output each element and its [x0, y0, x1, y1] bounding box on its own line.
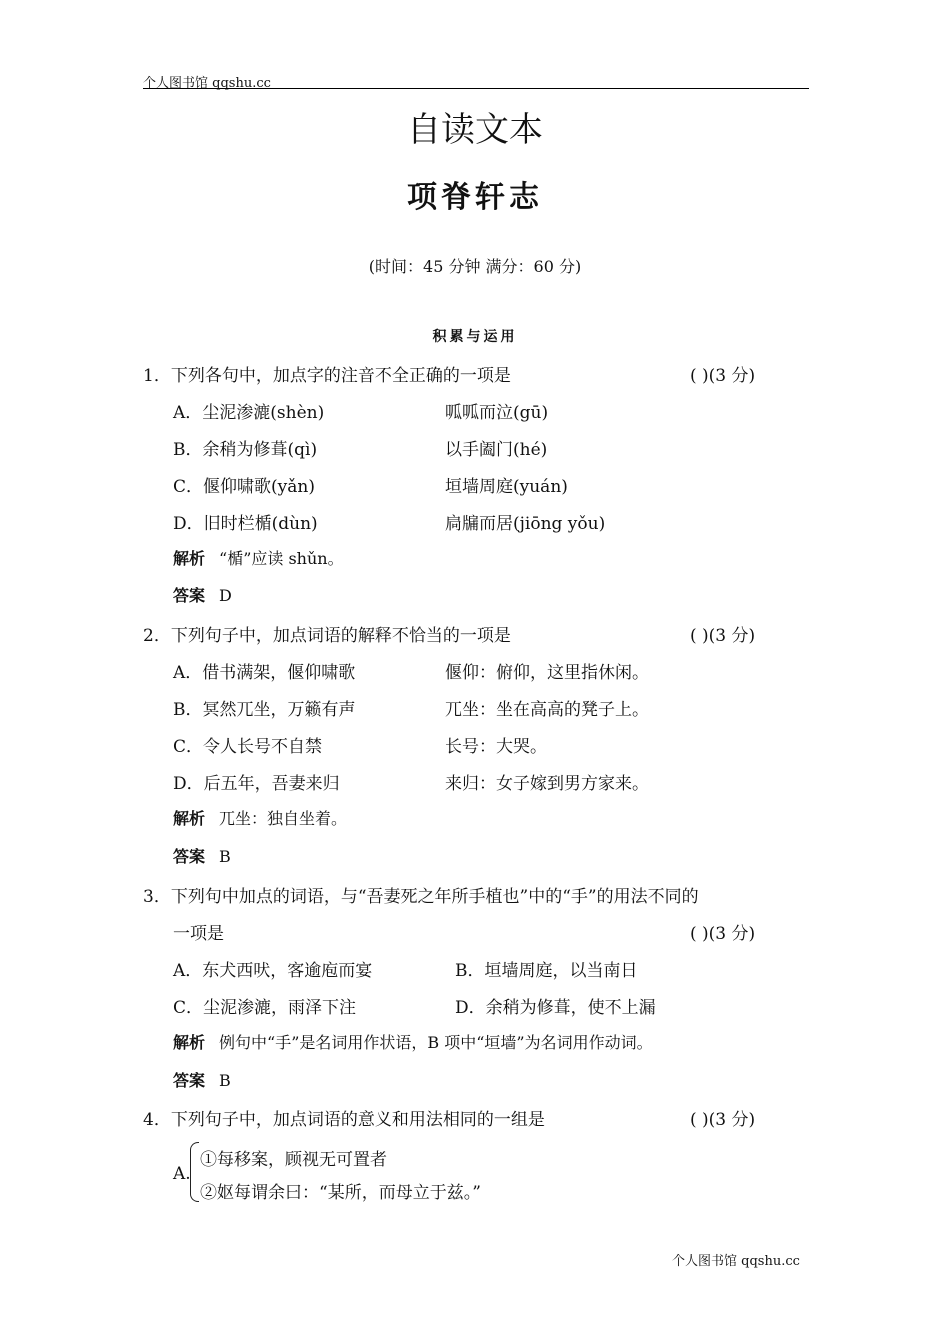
q2-option-c-right: 长号：大哭。: [445, 737, 547, 757]
q3-stem-continued: 一项是: [173, 924, 224, 944]
footer-site-label: 个人图书馆 qqshu.cc: [672, 1254, 800, 1269]
q3-option-d: D．余稍为修葺，使不上漏: [455, 998, 656, 1018]
q2-option-b-left: B．冥然兀坐，万籁有声: [173, 700, 356, 720]
q3-analysis: [173, 1030, 653, 1053]
q4-option-a-brace: [190, 1142, 199, 1202]
q3-analysis-text: 例句中“手”是名词用作状语，B 项中“垣墙”为名词用作动词。: [219, 1033, 653, 1052]
page-title: 自读文本: [407, 110, 543, 150]
q1-stem: 1．下列各句中，加点字的注音不全正确的一项是: [143, 366, 511, 386]
q2-option-c-left: C．令人长号不自禁: [173, 737, 323, 757]
q1-option-b-right: 以手阖门(hé): [445, 440, 548, 460]
q1-analysis-label: 解析: [173, 549, 206, 568]
time-info: (时间：45 分钟 满分：60 分): [368, 257, 582, 276]
q2-score: ( )(3 分): [690, 626, 756, 646]
q3-option-c: C．尘泥渗漉，雨泽下注: [173, 998, 357, 1018]
q3-option-a: A．东犬西吠，客逾庖而宴: [173, 961, 373, 981]
q3-answer: [173, 1068, 231, 1091]
q3-answer-text: B: [219, 1071, 231, 1090]
q2-option-b-right: 兀坐：坐在高高的凳子上。: [445, 700, 649, 720]
q4-score: ( )(3 分): [690, 1110, 756, 1130]
q1-answer: [173, 583, 232, 606]
q3-analysis-label: 解析: [173, 1033, 206, 1052]
q4-option-a-item-1: ①每移案，顾视无可置者: [200, 1150, 387, 1170]
q2-answer: [173, 844, 231, 867]
q3-answer-label: 答案: [173, 1071, 206, 1090]
q3-option-b: B．垣墙周庭，以当南日: [455, 961, 638, 981]
header-site-label: 个人图书馆 qqshu.cc: [143, 76, 271, 91]
q1-option-c-left: C．偃仰啸歌(yǎn): [173, 477, 315, 497]
q1-analysis: [173, 546, 344, 569]
q2-option-d-left: D．后五年，吾妻来归: [173, 774, 340, 794]
q1-option-c-right: 垣墙周庭(yuán): [445, 477, 568, 497]
q4-stem: 4．下列句子中，加点词语的意义和用法相同的一组是: [143, 1110, 545, 1130]
section-heading: 积累与运用: [432, 329, 518, 345]
q1-option-d-left: D．旧时栏楯(dùn): [173, 514, 318, 534]
header-divider: [143, 88, 809, 89]
q2-stem: 2．下列句子中，加点词语的解释不恰当的一项是: [143, 626, 511, 646]
q4-option-a-label: A.: [173, 1164, 191, 1184]
q1-option-b-left: B．余稍为修葺(qì): [173, 440, 318, 460]
q2-answer-text: B: [219, 847, 231, 866]
q1-answer-text: D: [219, 586, 232, 605]
q1-option-a-right: 呱呱而泣(gū): [445, 403, 549, 423]
page-subtitle: 项脊轩志: [407, 180, 543, 215]
q4-option-a-item-2: ②妪每谓余曰：“某所，而母立于兹。”: [200, 1183, 481, 1203]
q1-answer-label: 答案: [173, 586, 206, 605]
q2-option-d-right: 来归：女子嫁到男方家来。: [445, 774, 649, 794]
q2-answer-label: 答案: [173, 847, 206, 866]
q2-option-a-right: 偃仰：俯仰，这里指休闲。: [445, 663, 649, 683]
q3-stem: 3．下列句中加点的词语，与“吾妻死之年所手植也”中的“手”的用法不同的: [143, 887, 699, 907]
q2-option-a-left: A．借书满架，偃仰啸歌: [173, 663, 356, 683]
q2-analysis: [173, 806, 347, 829]
q3-score: ( )(3 分): [690, 924, 756, 944]
q1-score: ( )(3 分): [690, 366, 756, 386]
q1-option-d-right: 扃牖而居(jiōng yǒu): [445, 514, 606, 534]
q2-analysis-text: 兀坐：独自坐着。: [219, 809, 348, 828]
q2-analysis-label: 解析: [173, 809, 206, 828]
q1-analysis-text: “楯”应读 shǔn。: [219, 549, 344, 568]
q1-option-a-left: A．尘泥渗漉(shèn): [173, 403, 325, 423]
